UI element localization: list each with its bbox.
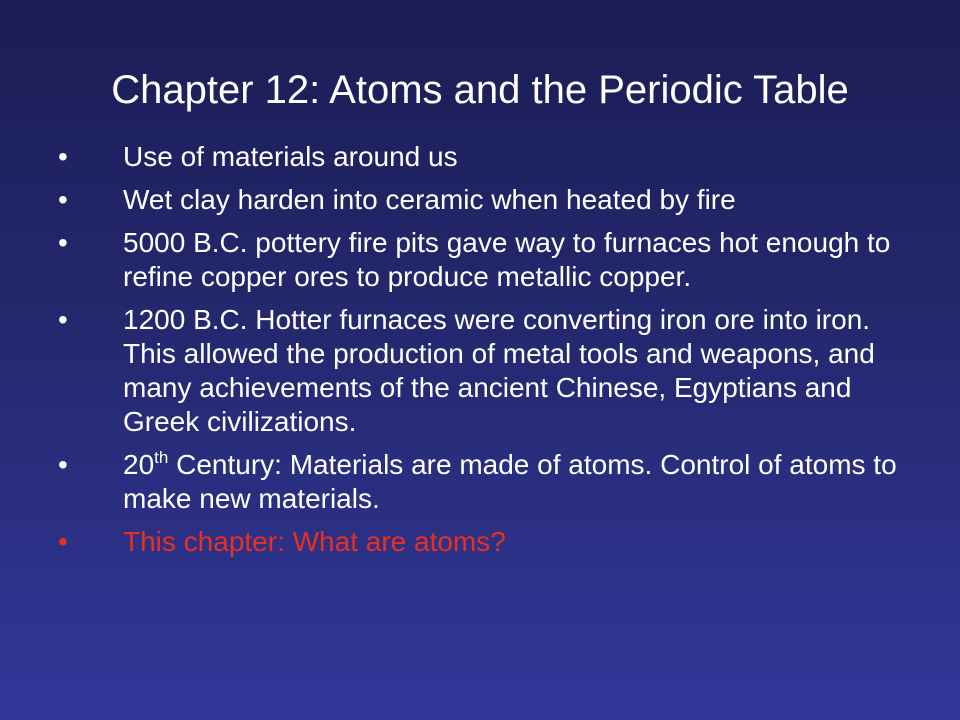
- bullet-item-clay: [56, 183, 906, 217]
- bullet-text: 1200 B.C. Hotter furnaces were converting iron ore into iron. This allowed the production of metal tools and weapons, and many achievements of the ancient Chinese, Egyptians and Greek civilizations.: [123, 304, 875, 437]
- bullet-text: Wet clay harden into ceramic when heated by fire: [123, 184, 736, 215]
- bullet-icon: •: [58, 449, 68, 480]
- bullet-item-1200bc: [56, 303, 906, 439]
- slide-title: Chapter 12: Atoms and the Periodic Table: [111, 68, 849, 112]
- bullet-icon: •: [58, 184, 68, 215]
- bullet-icon: •: [58, 227, 68, 258]
- bullet-item-20th-century: [56, 448, 906, 516]
- bullet-text: Use of materials around us: [123, 141, 458, 172]
- bullet-text-post: Century: Materials are made of atoms. Control of atoms to make new materials.: [123, 449, 897, 514]
- bullet-list: [56, 140, 906, 568]
- bullet-text: This chapter: What are atoms?: [123, 526, 506, 557]
- bullet-text-pre: 20: [123, 449, 155, 480]
- bullet-item-materials: [56, 140, 906, 174]
- ordinal-superscript: th: [154, 448, 169, 467]
- bullet-item-this-chapter: [56, 525, 906, 559]
- bullet-item-5000bc: [56, 226, 906, 294]
- bullet-icon: •: [58, 304, 68, 335]
- bullet-icon: •: [58, 141, 68, 172]
- bullet-icon: •: [58, 526, 68, 557]
- bullet-text: 5000 B.C. pottery fire pits gave way to furnaces hot enough to refine copper ores to produce metallic copper.: [123, 227, 891, 292]
- bullet-text: [123, 449, 897, 514]
